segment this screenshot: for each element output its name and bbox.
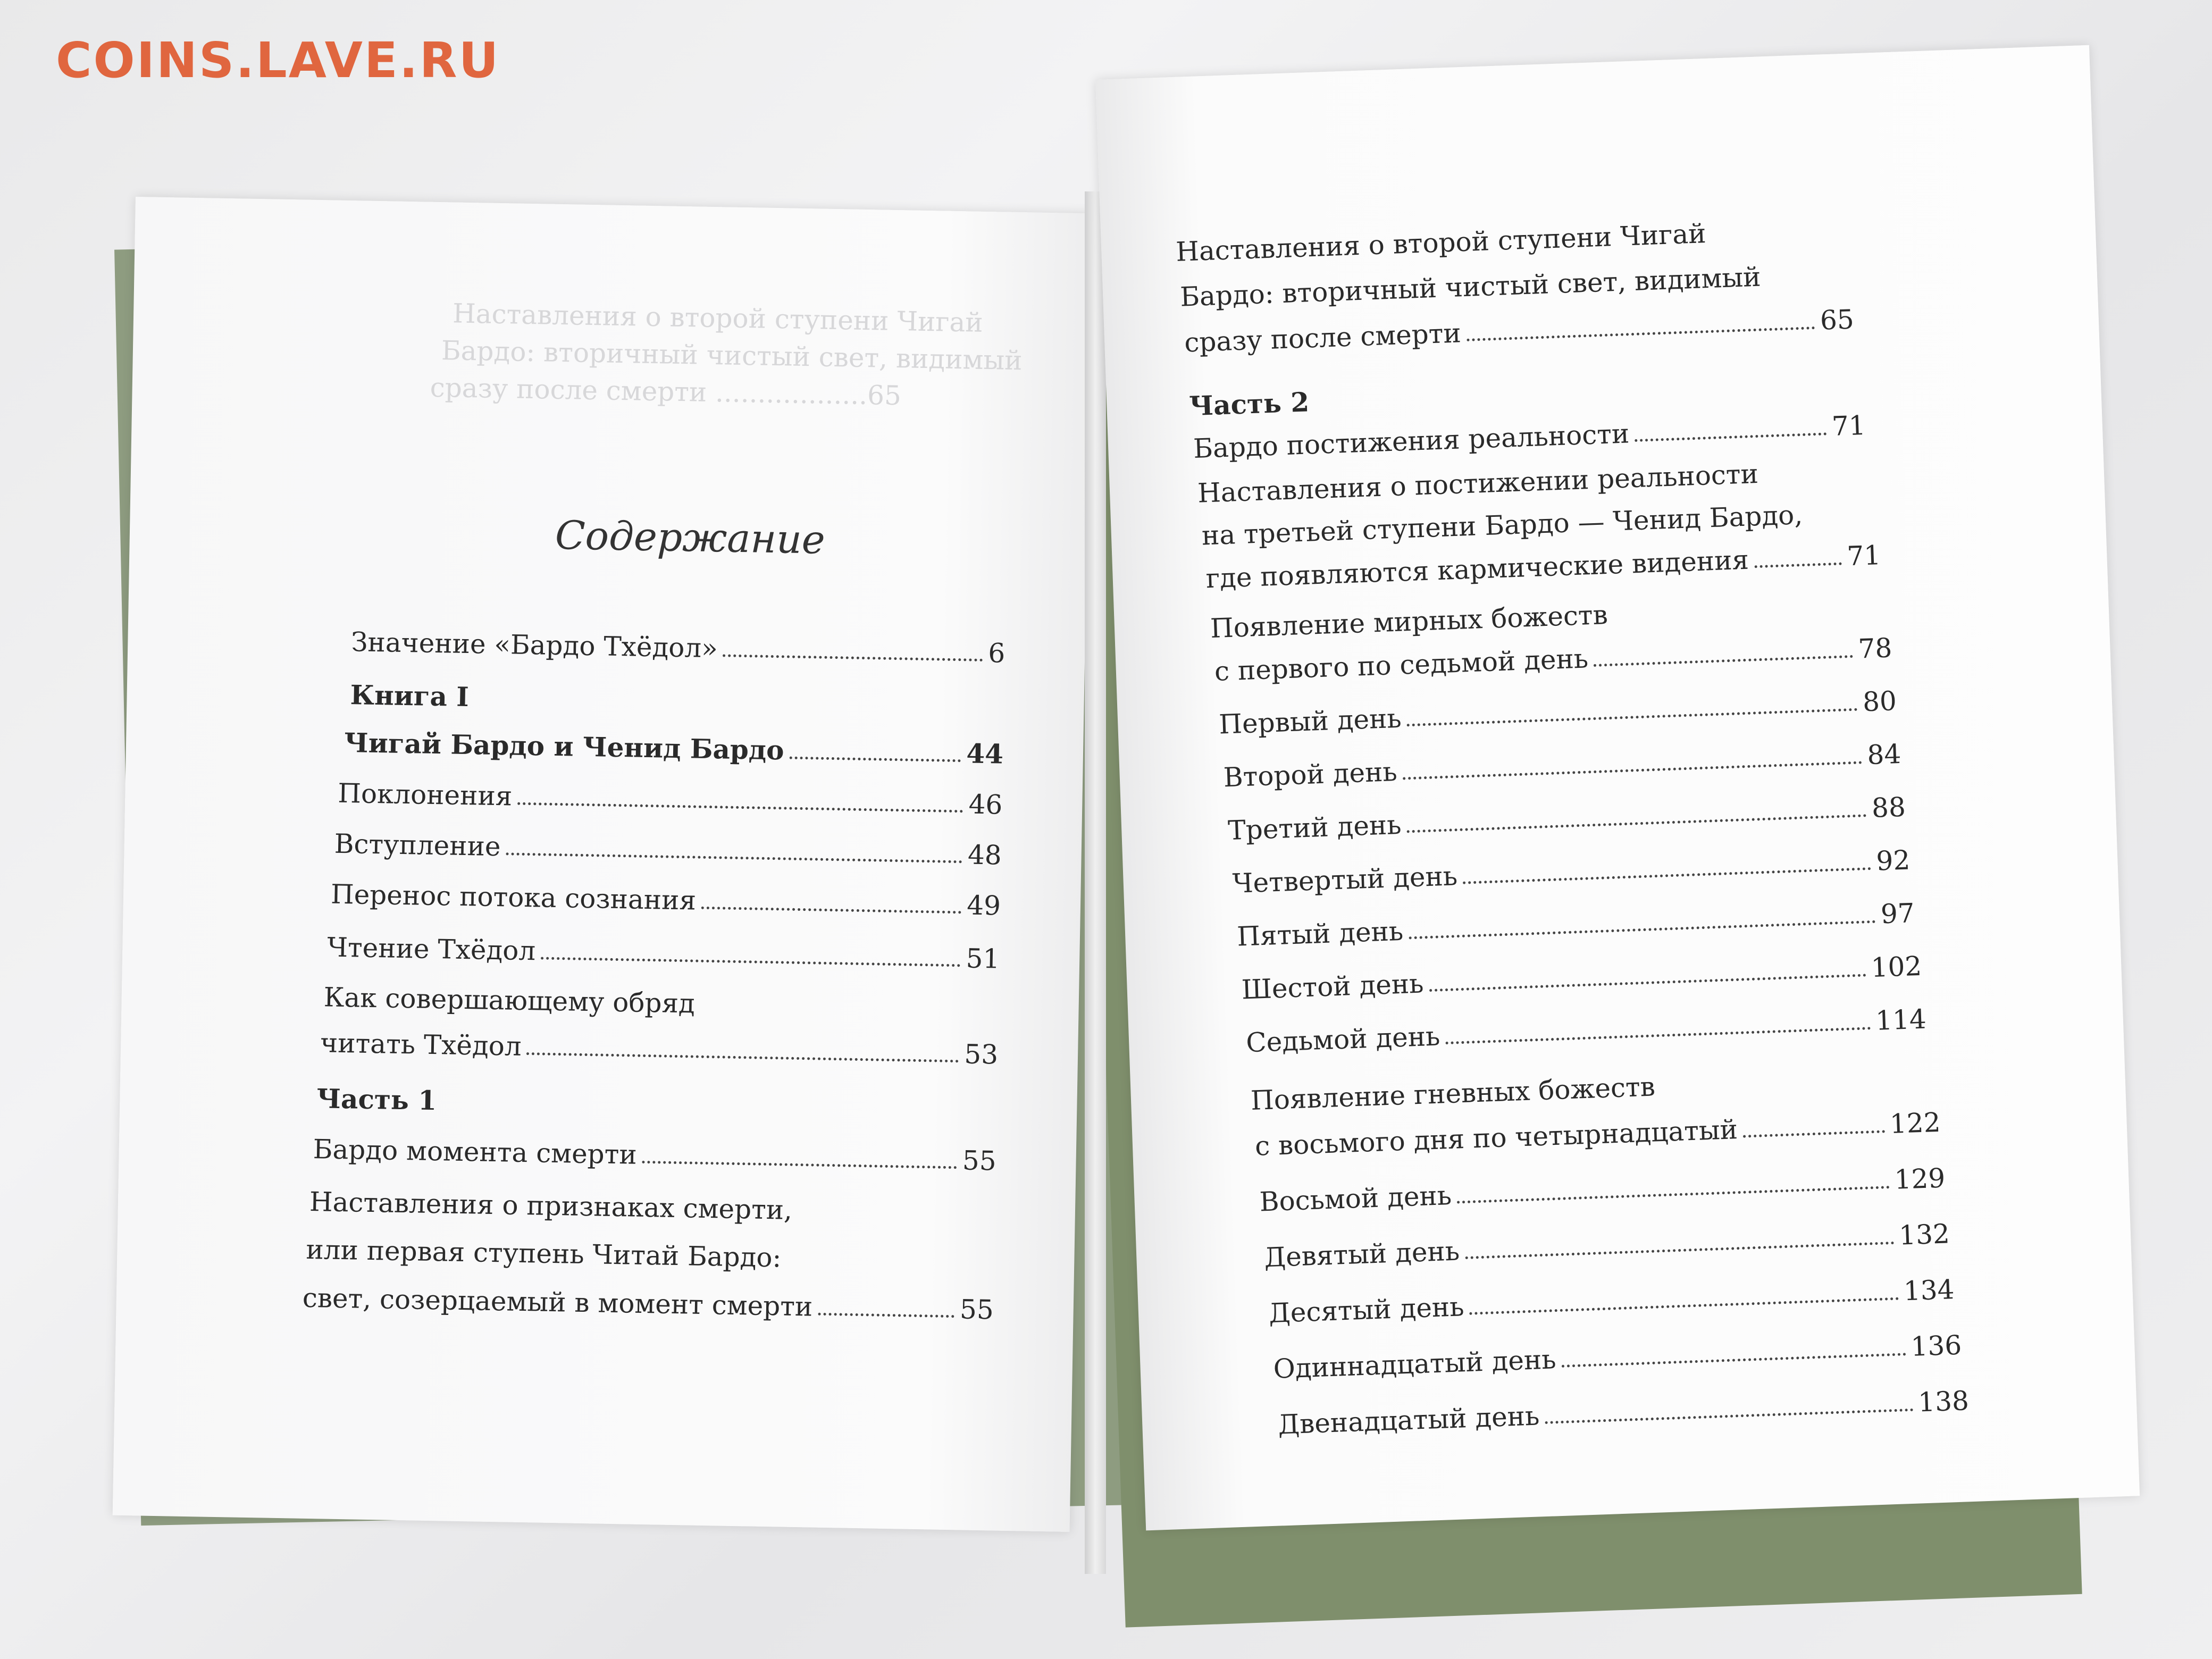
toc-entry-text: где появляются кармические видения: [1205, 544, 1749, 594]
toc-entry: [1223, 738, 1901, 793]
toc-entry-text: Восьмой день: [1259, 1179, 1452, 1218]
toc-entry-page: 122: [1889, 1107, 1941, 1140]
toc-entry-text: Бардо постижения реальности: [1193, 418, 1630, 464]
toc-entry-page: 134: [1903, 1274, 1955, 1307]
bleed-through-line: сразу после смерти ..................65: [430, 372, 902, 412]
toc-entry: [1232, 844, 1911, 899]
toc-entry-page: 71: [1831, 409, 1866, 442]
toc-entry-text: Появление гневных божеств: [1250, 1071, 1656, 1116]
toc-entry-page: 51: [966, 943, 1000, 975]
toc-entry-text: на третьей ступени Бардо — Ченид Бардо,: [1201, 499, 1804, 551]
toc-entry-page: 78: [1857, 632, 1893, 665]
toc-entry-page: 53: [963, 1038, 999, 1070]
toc-entry: [1263, 1218, 1950, 1273]
toc-entry-text: Первый день: [1218, 702, 1402, 740]
toc-entry-page: 49: [966, 890, 1001, 921]
toc-entry: [1245, 1003, 1926, 1059]
toc-entry: [1273, 1329, 1962, 1385]
toc-entry: [1218, 685, 1897, 740]
toc-entry-text: Поклонения: [337, 777, 513, 812]
toc-entry-text: Перенос потока сознания: [330, 878, 697, 916]
toc-entry: [338, 777, 1003, 821]
toc-entry: [331, 878, 1001, 922]
toc-entry-text: Четвертый день: [1231, 860, 1458, 899]
book-heading: Книга I: [350, 679, 470, 713]
toc-entry-page: 102: [1870, 950, 1923, 984]
toc-entry-text: Одиннадцатый день: [1272, 1344, 1557, 1385]
toc-entry-text: Значение «Бардо Тхёдол»: [350, 626, 718, 664]
toc-entry-text: Наставления о постижении реальности: [1197, 458, 1759, 509]
toc-entry: [1184, 304, 1854, 359]
toc-entry: [320, 1027, 999, 1070]
toc-entry-page: 44: [966, 738, 1004, 770]
toc-entry-page: 46: [968, 789, 1003, 820]
toc-entry-page: 65: [1819, 304, 1855, 336]
toc-entry-text: Шестой день: [1241, 968, 1425, 1006]
toc-entry-text: Двенадцатый день: [1277, 1400, 1540, 1440]
bleed-through-line: Бардо: вторичный чистый свет, видимый: [441, 335, 1023, 376]
toc-entry-page: 88: [1871, 791, 1906, 824]
toc-entry-text: Появление мирных божеств: [1210, 599, 1608, 644]
toc-entry-text: сразу после смерти: [1184, 317, 1462, 358]
toc-entry-text: свет, созерцаемый в момент смерти: [302, 1282, 813, 1322]
toc-entry: [1241, 950, 1922, 1006]
toc-entry-text: Седьмой день: [1245, 1020, 1441, 1059]
watermark: COINS.LAVE.RU: [56, 32, 500, 89]
right-page: [1095, 45, 2140, 1531]
toc-entry: [1259, 1162, 1946, 1218]
toc-entry-text: Наставления о признаках смерти,: [309, 1186, 793, 1226]
toc-entry-text: Бардо момента смерти: [313, 1134, 638, 1170]
toc-entry-page: 80: [1862, 685, 1897, 718]
toc-entry: [351, 626, 1006, 669]
toc-entry-page: 132: [1898, 1218, 1950, 1251]
toc-entry-text: Пятый день: [1236, 915, 1404, 952]
toc-entry-page: 129: [1893, 1162, 1946, 1195]
toc-entry-text: Третий день: [1227, 809, 1402, 847]
part-heading: Часть 2: [1188, 386, 1310, 422]
toc-entry-page: 97: [1880, 898, 1915, 930]
toc-entry: [1227, 791, 1906, 847]
toc-entry: [313, 1133, 996, 1177]
toc-entry: [1254, 1107, 1941, 1162]
left-page: [113, 197, 1093, 1532]
toc-entry-page: 6: [987, 638, 1006, 669]
toc-entry-page: 84: [1866, 738, 1902, 771]
toc-entry: [334, 828, 1002, 872]
toc-entry: [1268, 1273, 1955, 1329]
toc-entry-text: Наставления о второй ступени Чигай: [1175, 218, 1707, 267]
toc-entry-text: Вступление: [334, 828, 501, 862]
toc-entry-text: с первого по седьмой день: [1213, 643, 1589, 687]
toc-entry: [1236, 897, 1915, 952]
bleed-through-line: Наставления о второй ступени Чигай: [452, 298, 984, 338]
toc-entry-page: 92: [1875, 844, 1911, 877]
toc-entry-text: Чтение Тхёдол: [326, 932, 536, 967]
toc-entry-text: Десятый день: [1268, 1291, 1465, 1329]
toc-entry-text: или первая ступень Читай Бардо:: [305, 1234, 782, 1273]
toc-entry: [1277, 1385, 1969, 1440]
toc-entry: [327, 932, 1000, 975]
toc-entry: [344, 727, 1004, 770]
toc-entry: [302, 1282, 994, 1326]
toc-entry-text: с восьмого дня по четырнадцатый: [1254, 1114, 1738, 1162]
toc-entry-text: Второй день: [1222, 756, 1398, 793]
toc-entry-page: 55: [959, 1294, 994, 1326]
part-heading: Часть 1: [316, 1083, 437, 1117]
toc-entry-page: 48: [967, 839, 1002, 871]
toc-entry-text: Бардо: вторичный чистый свет, видимый: [1179, 261, 1762, 313]
toc-entry-page: 138: [1917, 1385, 1970, 1418]
toc-title: Содержание: [555, 512, 826, 563]
toc-entry-page: 114: [1875, 1003, 1927, 1036]
toc-entry-page: 136: [1910, 1329, 1963, 1362]
book-spine: [1085, 191, 1106, 1574]
toc-entry-text: Чигай Бардо и Ченид Бардо: [343, 727, 785, 766]
toc-entry-text: Девятый день: [1263, 1235, 1460, 1273]
toc-entry-page: 55: [962, 1145, 997, 1177]
toc-entry-text: читать Тхёдол: [320, 1027, 522, 1062]
toc-entry-text: Как совершающему обряд: [323, 982, 696, 1019]
toc-entry-page: 71: [1846, 540, 1882, 572]
